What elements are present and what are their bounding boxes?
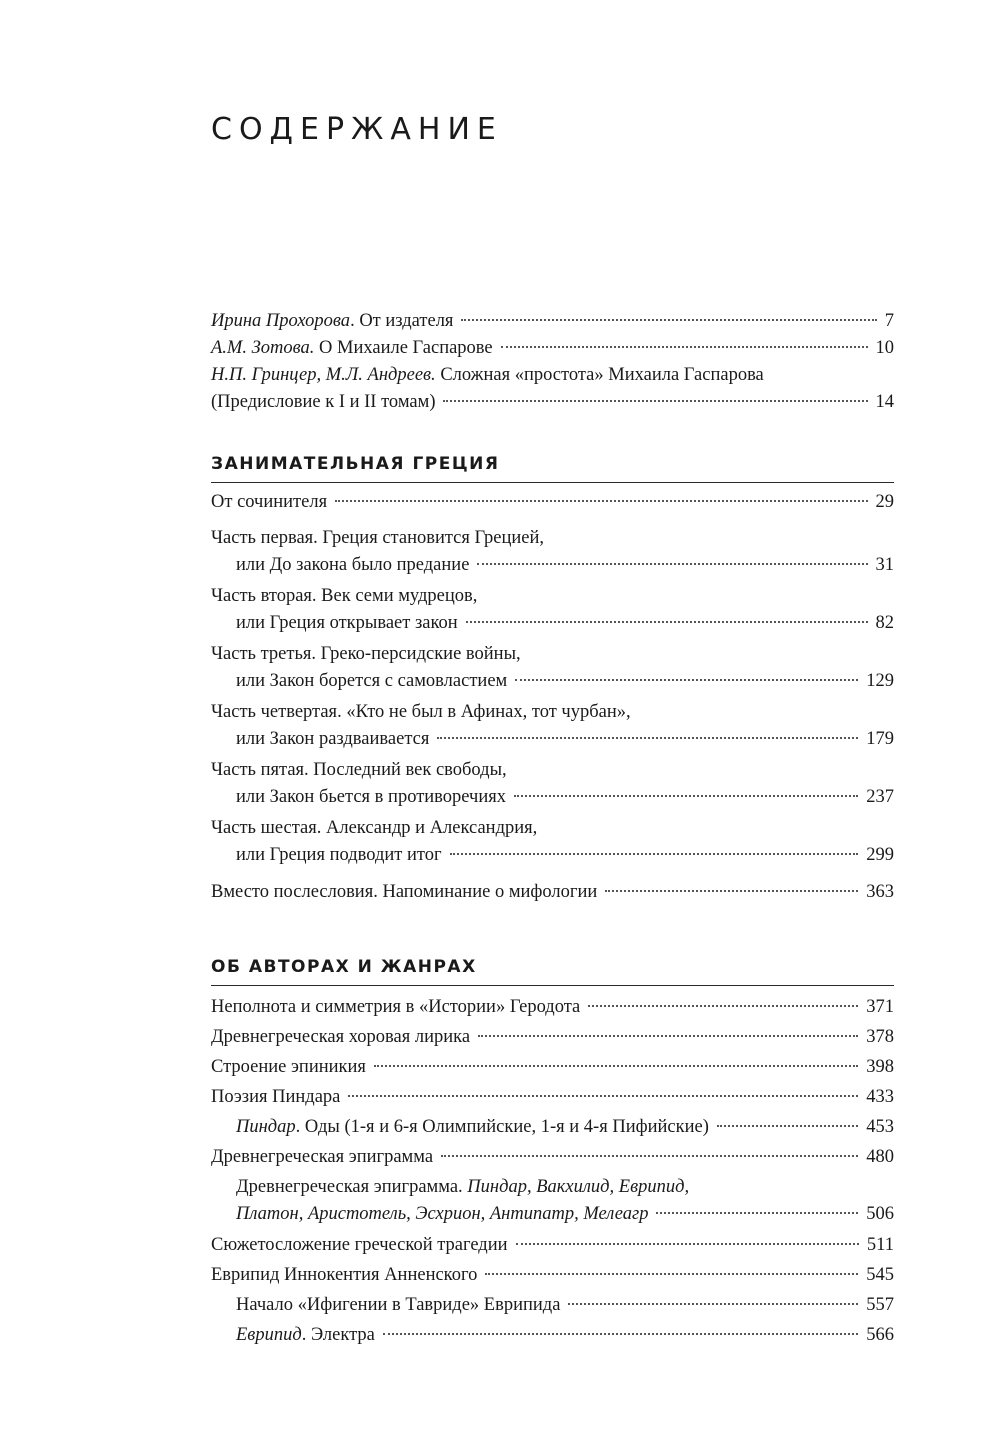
entry-title: Часть шестая. Александр и Александрия,: [211, 818, 538, 838]
toc-entry[interactable]: [211, 757, 894, 811]
page-number: 545: [866, 1265, 894, 1285]
entry-subtitle: или Закон борется с самовластием: [236, 671, 508, 691]
page-number: 129: [866, 671, 894, 691]
entry-title: Древнегреческая эпиграмма.: [236, 1177, 468, 1197]
entry-title: От сочинителя: [211, 492, 328, 512]
dot-leader: [501, 346, 868, 348]
toc-entry[interactable]: [211, 1260, 894, 1290]
toc-entry[interactable]: [211, 489, 894, 516]
page-number: 433: [866, 1087, 894, 1107]
dot-leader: [477, 563, 867, 565]
page-number: 371: [866, 997, 894, 1017]
entry-subtitle: или Греция открывает закон: [236, 613, 458, 633]
dot-leader: [516, 1243, 859, 1245]
toc-entry[interactable]: [211, 583, 894, 637]
section-divider: [211, 482, 894, 483]
section-heading: ОБ АВТОРАХ И ЖАНРАХ: [211, 957, 477, 977]
toc-entry[interactable]: [211, 1174, 894, 1228]
author-name: А.М. Зотова.: [211, 338, 315, 358]
toc-entry[interactable]: [211, 335, 894, 362]
entry-title: Часть вторая. Век семи мудрецов,: [211, 586, 478, 606]
entry-subtitle: или Греция подводит итог: [236, 845, 442, 865]
dot-leader: [441, 1155, 858, 1157]
toc-entry[interactable]: [211, 1082, 894, 1112]
toc-entry[interactable]: [211, 1052, 894, 1082]
toc-entry[interactable]: [211, 1112, 894, 1142]
toc-entry[interactable]: [211, 362, 894, 416]
page-number: 31: [875, 555, 894, 575]
toc-entry[interactable]: [211, 1142, 894, 1172]
page-number: 237: [866, 787, 894, 807]
entry-title: Неполнота и симметрия в «Истории» Геродота: [211, 997, 581, 1017]
toc-entry[interactable]: [211, 699, 894, 753]
entry-title: Сложная «простота» Михаила Гаспарова: [435, 365, 764, 385]
dot-leader: [656, 1212, 858, 1214]
page-number: 453: [866, 1117, 894, 1137]
toc-entry[interactable]: [211, 1320, 894, 1350]
dot-leader: [348, 1095, 858, 1097]
author-name: Ирина Прохорова: [211, 311, 351, 331]
author-name: Еврипид: [236, 1325, 302, 1345]
author-name: Пиндар: [236, 1117, 296, 1137]
dot-leader: [450, 853, 859, 855]
dot-leader: [514, 795, 858, 797]
toc-entry[interactable]: [211, 525, 894, 579]
page-number: 511: [866, 1235, 894, 1255]
entry-title: Древнегреческая эпиграмма: [211, 1147, 434, 1167]
entry-subtitle: или Закон раздваивается: [236, 729, 430, 749]
entry-title: Часть третья. Греко-персидские войны,: [211, 644, 521, 664]
dot-leader: [443, 400, 867, 402]
toc-entry[interactable]: [211, 1022, 894, 1052]
dot-leader: [437, 737, 858, 739]
author-name: Н.П. Гринцер, М.Л. Андреев.: [211, 365, 436, 385]
entry-title: Еврипид Иннокентия Анненского: [211, 1265, 478, 1285]
dot-leader: [383, 1333, 858, 1335]
dot-leader: [588, 1005, 858, 1007]
entry-title: Древнегреческая хоровая лирика: [211, 1027, 471, 1047]
page-number: 179: [866, 729, 894, 749]
entry-subtitle: или Закон бьется в противоречиях: [236, 787, 507, 807]
toc-entry[interactable]: [211, 992, 894, 1022]
entry-title: . Оды (1-я и 6-я Олимпийские, 1-я и 4-я Пифийские): [295, 1117, 709, 1137]
dot-leader: [374, 1065, 858, 1067]
page-number: 398: [866, 1057, 894, 1077]
toc-entry[interactable]: [211, 308, 894, 335]
toc-entry[interactable]: [211, 641, 894, 695]
page-number: 566: [866, 1325, 894, 1345]
entry-title: Строение эпиникия: [211, 1057, 366, 1077]
page-number: 378: [866, 1027, 894, 1047]
dot-leader: [605, 890, 858, 892]
table-of-contents: [211, 308, 894, 1350]
page-number: 29: [875, 492, 894, 512]
dot-leader: [485, 1273, 858, 1275]
section-divider: [211, 985, 894, 986]
entry-subtitle: или До закона было предание: [236, 555, 470, 575]
page-number: 480: [866, 1147, 894, 1167]
entry-title: Часть четвертая. «Кто не был в Афинах, тот чурбан»,: [211, 702, 631, 722]
page-number: 82: [875, 613, 894, 633]
entry-title-continued: (Предисловие к I и II томам): [211, 392, 436, 412]
author-list-continued: Платон, Аристотель, Эсхрион, Антипатр, Мелеагр: [236, 1204, 649, 1224]
page-number: 299: [866, 845, 894, 865]
entry-title: Вместо послесловия. Напоминание о мифологии: [211, 882, 598, 902]
page-title: СОДЕРЖАНИЕ: [211, 112, 503, 147]
page-number: 10: [875, 338, 894, 358]
entry-title: . От издателя: [350, 311, 454, 331]
author-list: Пиндар, Вакхилид, Еврипид,: [467, 1177, 690, 1197]
dot-leader: [717, 1125, 858, 1127]
page-number: 363: [866, 882, 894, 902]
dot-leader: [335, 500, 867, 502]
dot-leader: [466, 621, 868, 623]
entry-title: Поэзия Пиндара: [211, 1087, 341, 1107]
entry-title: . Электра: [301, 1325, 375, 1345]
entry-title: Часть пятая. Последний век свободы,: [211, 760, 507, 780]
page-number: 506: [866, 1204, 894, 1224]
entry-title: Часть первая. Греция становится Грецией,: [211, 528, 545, 548]
dot-leader: [568, 1303, 858, 1305]
page-number: 14: [875, 392, 894, 412]
toc-entry[interactable]: [211, 879, 894, 906]
toc-entry[interactable]: [211, 815, 894, 869]
toc-entry[interactable]: [211, 1230, 894, 1260]
entry-title: Сюжетосложение греческой трагедии: [211, 1235, 508, 1255]
toc-entry[interactable]: [211, 1290, 894, 1320]
entry-title: О Михаиле Гаспарове: [314, 338, 493, 358]
page-number: 557: [866, 1295, 894, 1315]
entry-title: Начало «Ифигении в Тавриде» Еврипида: [236, 1295, 561, 1315]
section-heading: ЗАНИМАТЕЛЬНАЯ ГРЕЦИЯ: [211, 454, 500, 474]
dot-leader: [461, 319, 876, 321]
page-number: 7: [884, 311, 894, 331]
dot-leader: [515, 679, 858, 681]
dot-leader: [478, 1035, 858, 1037]
